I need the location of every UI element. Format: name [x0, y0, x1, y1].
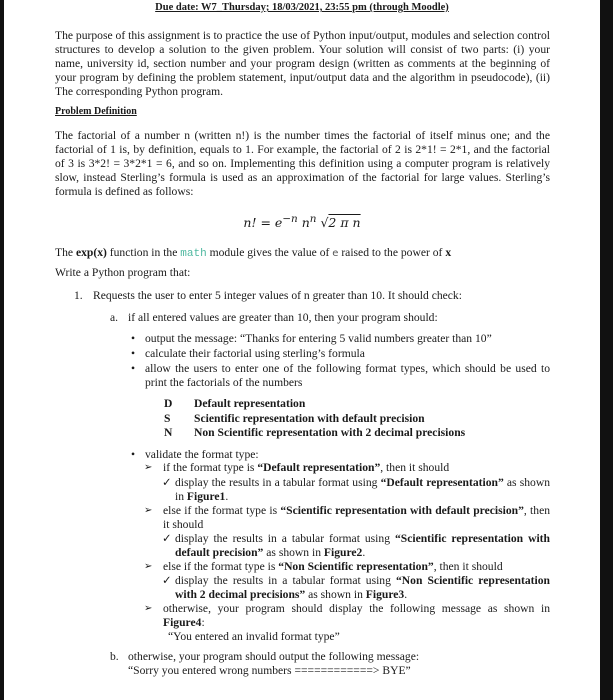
- format-S: [164, 412, 425, 426]
- item-a-marker: a.: [110, 311, 119, 324]
- format-label: Default representation: [194, 397, 306, 410]
- case-default: [163, 461, 449, 475]
- arrow-icon: ➢: [144, 603, 153, 614]
- figure-ref: Figure1: [186, 490, 226, 503]
- due-date-title: Due date: W7_Thursday; 18/03/2021, 23:55 pm (through Moodle): [155, 2, 449, 13]
- intro-paragraph: The purpose of this assignment is to practice the use of Python input/output, modules and selection control structures to develop a solution to the given problem. Your solution will consist of two parts: (i) your name, university id, section number and your program design (written as comments at the beginning of your program by defining the problem statement, input/output data and the algorithm in pseudocode), (ii) The corresponding Python program.: [55, 29, 550, 98]
- formula-exp2: n: [309, 213, 317, 225]
- arrow-icon: ➢: [144, 561, 153, 572]
- problem-paragraph: The factorial of a number n (written n!) is the number times the factorial of itself minus one; and the factorial of 1 is, by definition, equals to 1. For example, the factorial of 2 is 2*1! = 2*1, and the factorial of 3 is 3*2! = 3*2*1 = 6, and so on. Implementing this definition using a computer program is relatively slow, instead Sterling’s formula is used as an approximation of the factorial for large values. Sterling’s formula is defined as follows:: [55, 129, 550, 198]
- arrow-icon: ➢: [144, 462, 153, 473]
- text: module gives the value of: [206, 246, 333, 259]
- bullet-1: output the message: “Thanks for entering 5 valid numbers greater than 10”: [145, 332, 492, 345]
- text: as shown in: [175, 476, 550, 503]
- text: .: [362, 546, 366, 559]
- format-code: D: [164, 397, 173, 410]
- format-D: [164, 397, 305, 411]
- bullet-icon: •: [131, 332, 136, 345]
- text: if the format type is: [163, 461, 258, 474]
- item-b-text: otherwise, your program should output the following message:: [128, 650, 420, 663]
- figure-ref: Figure2: [323, 546, 363, 559]
- bullet-icon: •: [131, 362, 136, 375]
- check-icon: ✓: [162, 574, 172, 587]
- bold: “Default representation”: [380, 476, 504, 489]
- item-1-text: Requests the user to enter 5 integer values of n greater than 10. It should check:: [93, 289, 462, 302]
- check-icon: ✓: [162, 476, 172, 489]
- bullet-icon: •: [131, 347, 136, 360]
- bold: “Non Scientific representation with 2 decimal precisions”: [175, 574, 550, 601]
- format-label: Non Scientific representation with 2 decimal precisions: [194, 426, 466, 439]
- case-nonscientific-action: [175, 574, 550, 602]
- exp-line: [55, 246, 451, 261]
- bullet-3: allow the users to enter one of the following format types, which should be used to print the factorials of the numbers: [145, 362, 550, 389]
- formula-lhs: n! = e: [243, 215, 283, 231]
- exp-function: exp(x): [75, 246, 107, 259]
- bold: “Default representation”: [257, 461, 381, 474]
- text: .: [225, 490, 229, 503]
- text: , then it should: [163, 504, 551, 531]
- arrow-icon: ➢: [144, 505, 153, 516]
- case-scientific-action: [175, 532, 550, 560]
- bold: “Scientific representation with default precision”: [280, 504, 524, 517]
- figure-ref: Figure4: [163, 616, 202, 629]
- text: .: [404, 588, 408, 601]
- math-module: math: [180, 248, 207, 260]
- text: as shown in: [263, 546, 324, 559]
- text: else if the format type is: [163, 560, 279, 573]
- format-code: N: [164, 426, 173, 439]
- format-N: [164, 426, 465, 440]
- format-label: Scientific representation with default precision: [194, 412, 425, 425]
- problem-definition-heading: Problem Definition: [55, 106, 137, 117]
- item-b-marker: b.: [110, 650, 119, 663]
- formula-exp1: −n: [282, 213, 298, 225]
- text: display the results in a tabular format using: [175, 476, 381, 489]
- bold: “Scientific representation with default precision”: [175, 532, 550, 559]
- invalid-format-message: “You entered an invalid format type”: [168, 630, 340, 643]
- text: display the results in a tabular format using: [175, 532, 395, 545]
- sqrt-icon: √: [320, 215, 329, 231]
- bullet-icon: •: [131, 448, 136, 461]
- e-symbol: e: [332, 248, 339, 259]
- item-1-marker: 1.: [74, 289, 83, 302]
- bold: “Non Scientific representation”: [278, 560, 434, 573]
- document-page: [4, 0, 600, 700]
- text: display the results in a tabular format using: [175, 574, 396, 587]
- text: , then it should: [380, 461, 450, 474]
- text: otherwise, your program should display the following message as shown in: [163, 602, 550, 615]
- case-otherwise: [163, 602, 550, 630]
- text: else if the format type is: [163, 504, 281, 517]
- sterling-formula: [4, 212, 600, 230]
- case-scientific: [163, 504, 550, 532]
- formula-radicand: 2 π n: [328, 215, 361, 231]
- figure-ref: Figure3: [365, 588, 405, 601]
- validate-text: validate the format type:: [145, 448, 259, 461]
- formula-mid: n: [297, 215, 310, 231]
- wrong-numbers-message: “Sorry you entered wrong numbers ============> BYE”: [128, 664, 411, 677]
- text: as shown in: [305, 588, 366, 601]
- item-a-text: if all entered values are greater than 10, then your program should:: [128, 311, 438, 324]
- text: , then it should: [433, 560, 503, 573]
- check-icon: ✓: [162, 532, 172, 545]
- text: raised to the power of: [338, 246, 446, 259]
- text: The: [55, 246, 76, 259]
- case-default-action: [175, 476, 550, 504]
- case-nonscientific: [163, 560, 503, 574]
- x-var: x: [445, 246, 452, 259]
- format-code: S: [164, 412, 171, 425]
- write-line: Write a Python program that:: [55, 266, 191, 279]
- text: function in the: [106, 246, 181, 259]
- bullet-2: calculate their factorial using sterling’s formula: [145, 347, 365, 360]
- text: :: [201, 616, 205, 629]
